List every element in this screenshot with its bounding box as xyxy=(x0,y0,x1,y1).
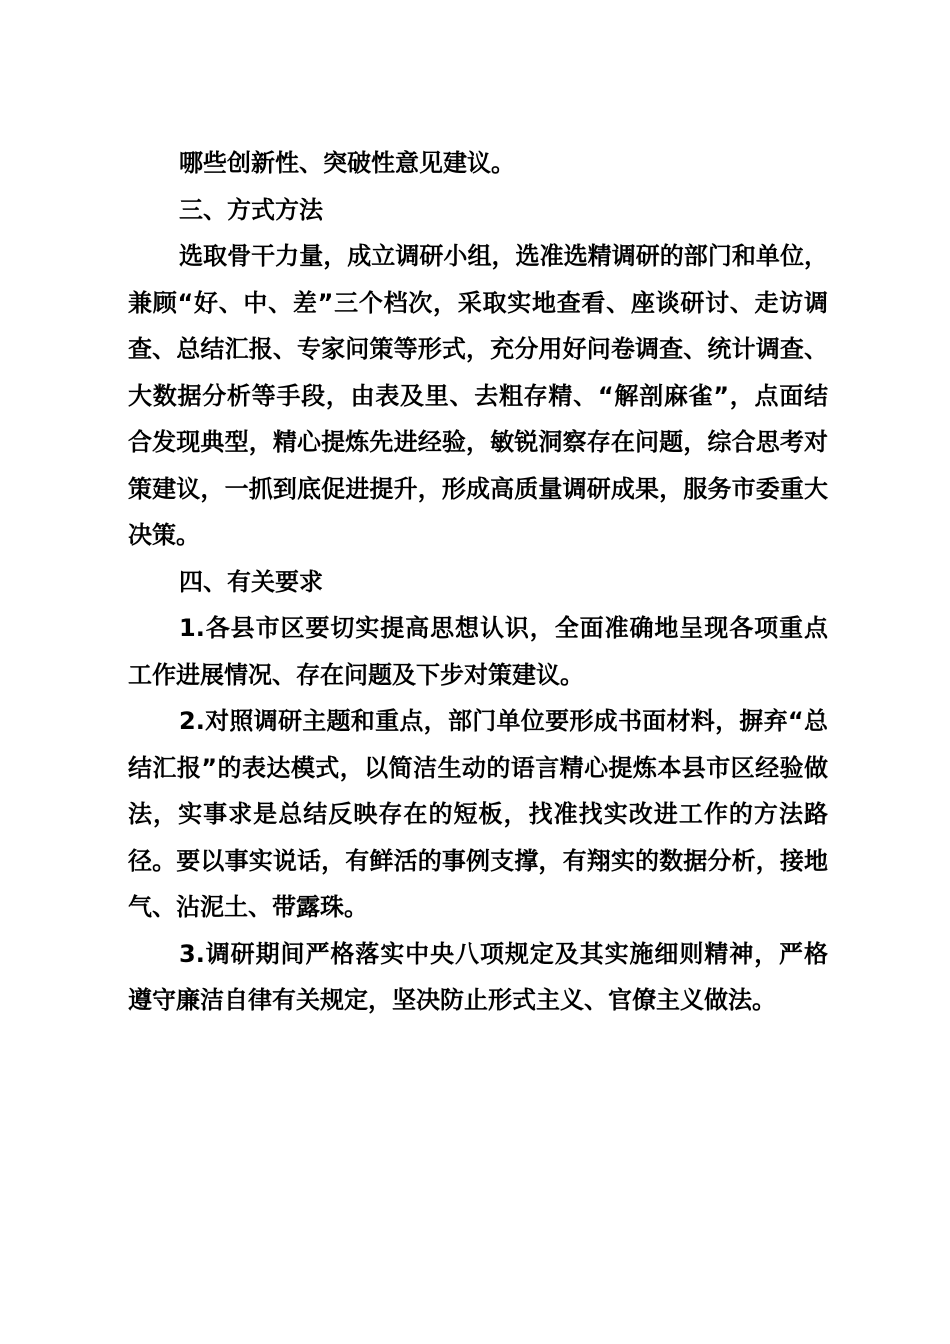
document-page xyxy=(128,140,828,1024)
section-four-heading: 四、有关要求 xyxy=(179,567,323,596)
requirement-item-3: 3.调研期间严格落实中央八项规定及其实施细则精神，严格遵守廉洁自律有关规定，坚决防止形式主义、官僚主义做法。 xyxy=(128,939,828,1014)
requirement-item-2: 2.对照调研主题和重点，部门单位要形成书面材料，摒弃“总结汇报”的表达模式，以简洁生动的语言精心提炼本县市区经验做法，实事求是总结反映存在的短板，找准找实改进工作的方法路径。要以事实说话，有鲜活的事例支撑，有翔实的数据分析，接地气、沾泥土、带露珠。 xyxy=(128,707,828,921)
continued-paragraph: 哪些创新性、突破性意见建议。 xyxy=(179,149,515,177)
section-three-paragraph: 选取骨干力量，成立调研小组，选准选精调研的部门和单位，兼顾“好、中、差”三个档次，采取实地查看、座谈研讨、走访调查、总结汇报、专家问策等形式，充分用好问卷调查、统计调查、大数据分析等手段，由表及里、去粗存精、“解剖麻雀”，点面结合发现典型，精心提炼先进经验，敏锐洞察存在问题，综合思考对策建议，一抓到底促进提升，形成高质量调研成果，服务市委重大决策。 xyxy=(128,242,828,549)
requirement-item-1: 1.各县市区要切实提高思想认识，全面准确地呈现各项重点工作进展情况、存在问题及下步对策建议。 xyxy=(128,614,828,689)
section-three-heading: 三、方式方法 xyxy=(179,195,323,224)
